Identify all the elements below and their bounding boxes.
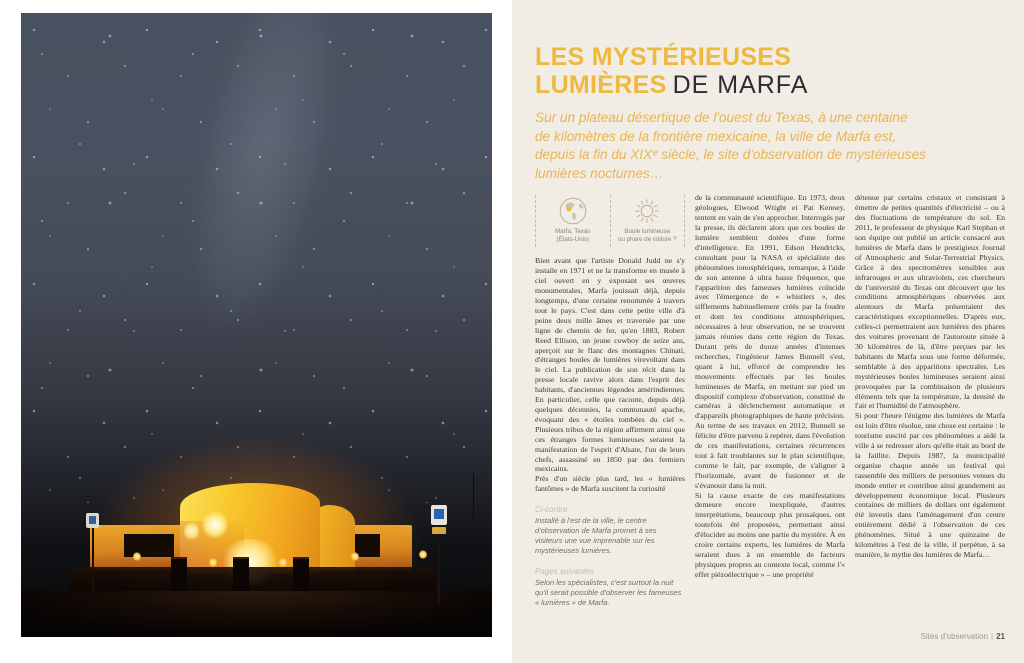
infographic-label (618, 228, 676, 243)
infographic-light (610, 195, 686, 247)
column-3 (855, 193, 1005, 608)
title-dark-part: DE MARFA (672, 70, 809, 99)
infographic-label-line: Boule lumineuse (624, 228, 671, 236)
title-accent-line2: LUMIÈRES (535, 70, 667, 99)
sign-pole (438, 525, 440, 603)
body-paragraph: Si pour l'heure l'énigme des lumières de Marfa est loin d'être résolue, une chose est certaine : le tourisme suscité par ces phénomènes a aidé la ville à se redresser alors qu'elle était au bord de la faillite. Depuis 1987, la municipalité organise chaque année un festival qui rassemble des milliers de personnes venues du monde entier et contribue ainsi grandement au développement économique local. Plusieurs centaines de milliers de dollars ont également été investis dans l'aménagement d'un centre entièrement dédié à l'observation de ces phénomènes. Situé à une quinzaine de kilomètres à l'est de la ville, il perpétue, à sa manière, le mythe des lumières de Marfa… (855, 411, 1005, 559)
body-paragraph: Près d'un siècle plus tard, les « lumières fantômes » de Marfa suscitent la curiosité (535, 474, 685, 494)
path-light (209, 558, 217, 567)
photo-caption-following-pages (535, 567, 685, 608)
handicap-parking-sign (429, 505, 449, 603)
handicap-parking-sign (85, 513, 101, 591)
body-paragraph: de la communauté scientifique. En 1973, deux géologues, Elwood Wright et Pat Kenney, tentent en vain de s'en approcher. Interrogés par la presse, ils déclarent alors que ces boules de lumière semblent dotées d'une forme d'intelligence. En 1991, Edson Hendricks, consultant pour la NASA et spécialiste des phénomènes ionosphériques, remarque, à l'aide de son antenne à ultra basse fréquence, que l'apparition des fameuses lumières coïncide avec l'émergence de « whistlers », des sifflements habituellement créés par la foudre et dont les conditions atmosphériques, nécessaires à leur observation, ne se trouvent jamais réunies dans cette région du Texas. Durant près de douze années d'intenses recherches, l'ingénieur James Bunnell s'est, quant à lui, efforcé de comprendre les mouvements effectués par les boules lumineuses de Marfa, en mettant sur pied un dispositif complexe d'observation, constitué de caméras à déclenchement automatique et d'appareils photographiques de haute précision. Au terme de ses travaux en 2012, Bunnell se félicite d'être parvenu à repérer, dans l'évolution de ces manifestations, certaines récurrences tout à fait troublantes sur le plan scientifique, comme le fait, par exemple, de s'aligner à l'horizontale, avant de fusionner et de s'évanouir dans la nuit. (695, 193, 845, 490)
body-paragraph: Bien avant que l'artiste Donald Judd ne s'y installe en 1971 et ne la transforme en musée à ciel ouvert en y exposant ses œuvres monumentales, Marfa jouissait déjà, depuis longtemps, d'une certaine renommée à travers tout le pays. C'est dans cette petite ville d'à peine deux mille âmes et traversée par une ligne de chemin de fer, qu'en 1883, Robert Reed Ellison, un jeune cowboy de seize ans, aperçoit sur le flanc des montagnes Chinati, d'étranges boules de lumières virevoltant dans le ciel. La publication de son récit dans la presse locale ravive alors dans l'esprit des habitants, d'anciennes légendes amérindiennes. En particulier, celle que raconte, depuis déjà quelques décennies, la communauté apache, évoquant des « étoiles tombées du ciel ». Plusieurs tribus de la région affirment ainsi que ces étranges formes lumineuses seraient la manifestation de l'esprit d'Alsate, l'un de leurs chefs, assassiné en 1850 par des fermiers mexicains. (535, 256, 685, 474)
bollard (233, 557, 249, 591)
body-paragraph: détenue par certains cristaux et consistant à émettre de petites quantités d'électricité – ou à des fluctuations de température du sol. En 2011, le professeur de physique Karl Stephan et son équipe ont publié un article consacré aux lumières de Marfa dans le prestigieux Journal of Atmospheric and Solar-Terrestrial Physics. Grâce à des spectromètres sensibles aux infrarouges et aux ultraviolets, ces chercheurs de l'université du Texas ont découvert que les conditions atmosphériques observées aux alentours de Marfa présentaient des caractéristiques exceptionnelles. D'après eux, celles-ci permettraient aux lumières des phares des voitures provenant de l'autoroute située à 30 kilomètres de là, d'être perçues par les habitants de Marfa sous une forme déformée, semblable à des apparitions spectrales. Les mystérieuses boules lumineuses seraient ainsi provoquées par la combinaison de plusieurs éléments tels que la température, la densité de l'air et l'humidité de l'atmosphère. (855, 193, 1005, 411)
infographic-label-line: ou phare de voiture ? (618, 235, 677, 243)
standfirst-line: lumières nocturnes… (535, 165, 664, 181)
standfirst-line: depuis la fin du XIXᵉ siècle, le site d'observation de mystérieuses (535, 147, 926, 163)
path-light (133, 552, 141, 561)
photo-caption-opposite (535, 505, 685, 556)
sign-board (431, 505, 447, 525)
infographic-label-line: Marfa, Texas (555, 228, 591, 236)
standfirst (535, 109, 1005, 183)
building-left-wing (90, 525, 182, 570)
globe-marker-icon (558, 196, 588, 226)
right-page (512, 0, 1024, 663)
bollard (293, 557, 309, 591)
infographic-strip (535, 195, 685, 247)
folio-separator: | (991, 632, 994, 641)
sign-plate (432, 527, 446, 534)
caption-label: Ci-contre (535, 505, 568, 515)
window-opening (124, 534, 174, 557)
sign-board (86, 513, 99, 528)
standfirst-line: Sur un plateau désertique de l'ouest du Texas, à une centaine (535, 110, 908, 125)
folio-section: Sites d'observation (920, 632, 989, 641)
sign-pole (92, 527, 94, 591)
parking-ground (21, 591, 492, 637)
infographic-location (535, 195, 610, 247)
caption-text: Installé à l'est de la ville, le centre d'observation de Marfa promet à ses visiteurs une vue imprenable sur les mystérieuses lumières. (535, 516, 657, 556)
path-light (279, 558, 287, 567)
sun-icon (632, 196, 662, 226)
bollard (171, 557, 187, 591)
marfa-observation-center-photo (21, 13, 492, 637)
wall-lamp (184, 521, 199, 541)
low-wall (69, 567, 436, 593)
page-folio (921, 632, 1005, 641)
column-2 (695, 193, 845, 608)
standfirst-line: de kilomètres de la frontière mexicaine, la ville de Marfa est, (535, 128, 897, 144)
path-light (419, 550, 427, 559)
caption-text: Selon les spécialistes, c'est surtout la nuit qu'il serait possible d'observer les fameuses « lumières » de Marfa. (535, 578, 682, 608)
column-1 (535, 193, 685, 608)
infographic-label-line: (États-Unis) (556, 235, 590, 243)
infographic-label (555, 228, 590, 243)
path-light (351, 552, 359, 561)
page-title (535, 44, 1005, 99)
folio-page-number: 21 (996, 632, 1005, 641)
wall-lamp (202, 511, 228, 539)
body-paragraph: Si la cause exacte de ces manifestations demeure encore inexpliquée, d'autres interprétations, beaucoup plus prosaïques, ont toutefois été proposées, permettant ainsi d'élucider au moins une partie du mystère. À en croire certains experts, les lumières de Marfa seraient dues à un ensemble de facteurs physiques propres au contexte local, comme l'« effet piézoélectrique » – une propriété (695, 490, 845, 579)
title-accent-line1: LES MYSTÉRIEUSES (535, 43, 792, 71)
article-columns (535, 193, 1005, 608)
antenna-mast (473, 473, 474, 519)
caption-label: Pages suivantes (535, 567, 594, 577)
